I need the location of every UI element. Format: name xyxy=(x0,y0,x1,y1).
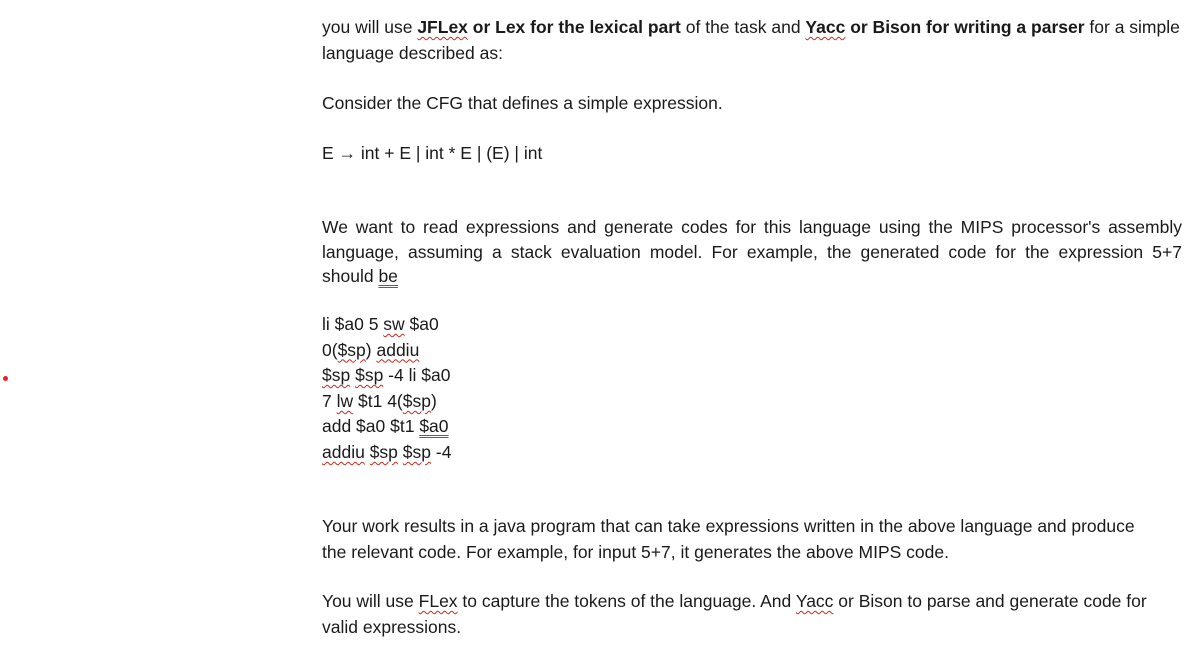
want-line-3 xyxy=(322,264,1182,289)
result-paragraph xyxy=(322,513,1135,565)
code-text: $a0 xyxy=(404,314,439,334)
code-line-2 xyxy=(322,338,451,364)
result-line-2: the relevant code. For example, for input 5+7, it generates the above MIPS code. xyxy=(322,542,949,562)
code-text: ) xyxy=(430,390,437,411)
final-text: or Bison to parse and generate code for xyxy=(833,591,1147,611)
intro-bold-lex: or Lex for the lexical part xyxy=(467,17,681,37)
code-line-3 xyxy=(322,363,451,389)
yacc-word: Yacc xyxy=(805,17,846,37)
code-word-a0: $a0 xyxy=(419,416,449,437)
code-word-sw: sw xyxy=(383,314,405,334)
mips-code-block xyxy=(322,312,451,466)
result-line-1: Your work results in a java program that can take expressions written in the above language and produce xyxy=(322,516,1135,536)
intro-text-2: of the task and xyxy=(680,17,806,37)
code-line-6 xyxy=(322,440,451,466)
code-word-sp: $sp xyxy=(355,365,384,386)
code-text: add $a0 $t1 xyxy=(322,416,420,437)
code-line-1 xyxy=(322,312,451,338)
code-word-addiu: addiu xyxy=(322,441,365,462)
code-line-4 xyxy=(322,389,451,415)
final-paragraph xyxy=(322,588,1147,640)
intro-bold-yacc xyxy=(805,17,1084,37)
code-word-addiu: addiu xyxy=(376,339,420,360)
final-text: You will use xyxy=(322,591,419,611)
want-line-2: language, assuming a stack evaluation model. For example, the generated code for the expression 5+7 xyxy=(322,241,1182,262)
code-text: 7 xyxy=(322,390,337,411)
final-text: to capture the tokens of the language. And xyxy=(457,591,796,611)
code-word-sp: $sp xyxy=(369,441,398,462)
code-word-sp: $sp xyxy=(402,441,432,462)
final-line-2: valid expressions. xyxy=(322,617,462,637)
grammar-rule: E → int + E | int * E | (E) | int xyxy=(322,143,543,163)
code-line-5 xyxy=(322,414,451,440)
final-line-1 xyxy=(322,588,1147,614)
flex-word: FLex xyxy=(418,591,458,611)
code-text: -4 xyxy=(431,441,452,462)
want-line-3-text: should xyxy=(322,266,379,286)
intro-bold-jflex xyxy=(417,17,681,37)
code-word-sp: $sp xyxy=(402,390,431,411)
want-line-1: We want to read expressions and generate codes for this language using the MIPS processor's assembly xyxy=(322,217,1182,237)
jflex-word: JFLex xyxy=(417,17,468,37)
be-word: be xyxy=(378,266,398,286)
margin-marker-dot xyxy=(3,376,8,381)
code-text: 0( xyxy=(322,339,338,360)
intro-bold-bison: or Bison for writing a parser xyxy=(845,17,1085,37)
intro-paragraph xyxy=(322,14,1180,66)
code-word-sp: $sp xyxy=(337,339,366,360)
cfg-intro: Consider the CFG that defines a simple expression. xyxy=(322,93,723,113)
intro-line-2: language described as: xyxy=(322,43,503,63)
intro-text-3: for a simple xyxy=(1084,17,1180,37)
code-text: -4 li $a0 xyxy=(383,365,451,386)
want-paragraph xyxy=(322,215,1182,289)
intro-text-1: you will use xyxy=(322,17,418,37)
code-text: ) xyxy=(365,339,377,360)
yacc-word: Yacc xyxy=(795,591,834,611)
code-word-sp: $sp xyxy=(322,365,351,386)
code-text: li $a0 5 xyxy=(322,314,384,334)
code-text: $t1 4( xyxy=(353,390,403,411)
code-word-lw: lw xyxy=(336,390,354,411)
